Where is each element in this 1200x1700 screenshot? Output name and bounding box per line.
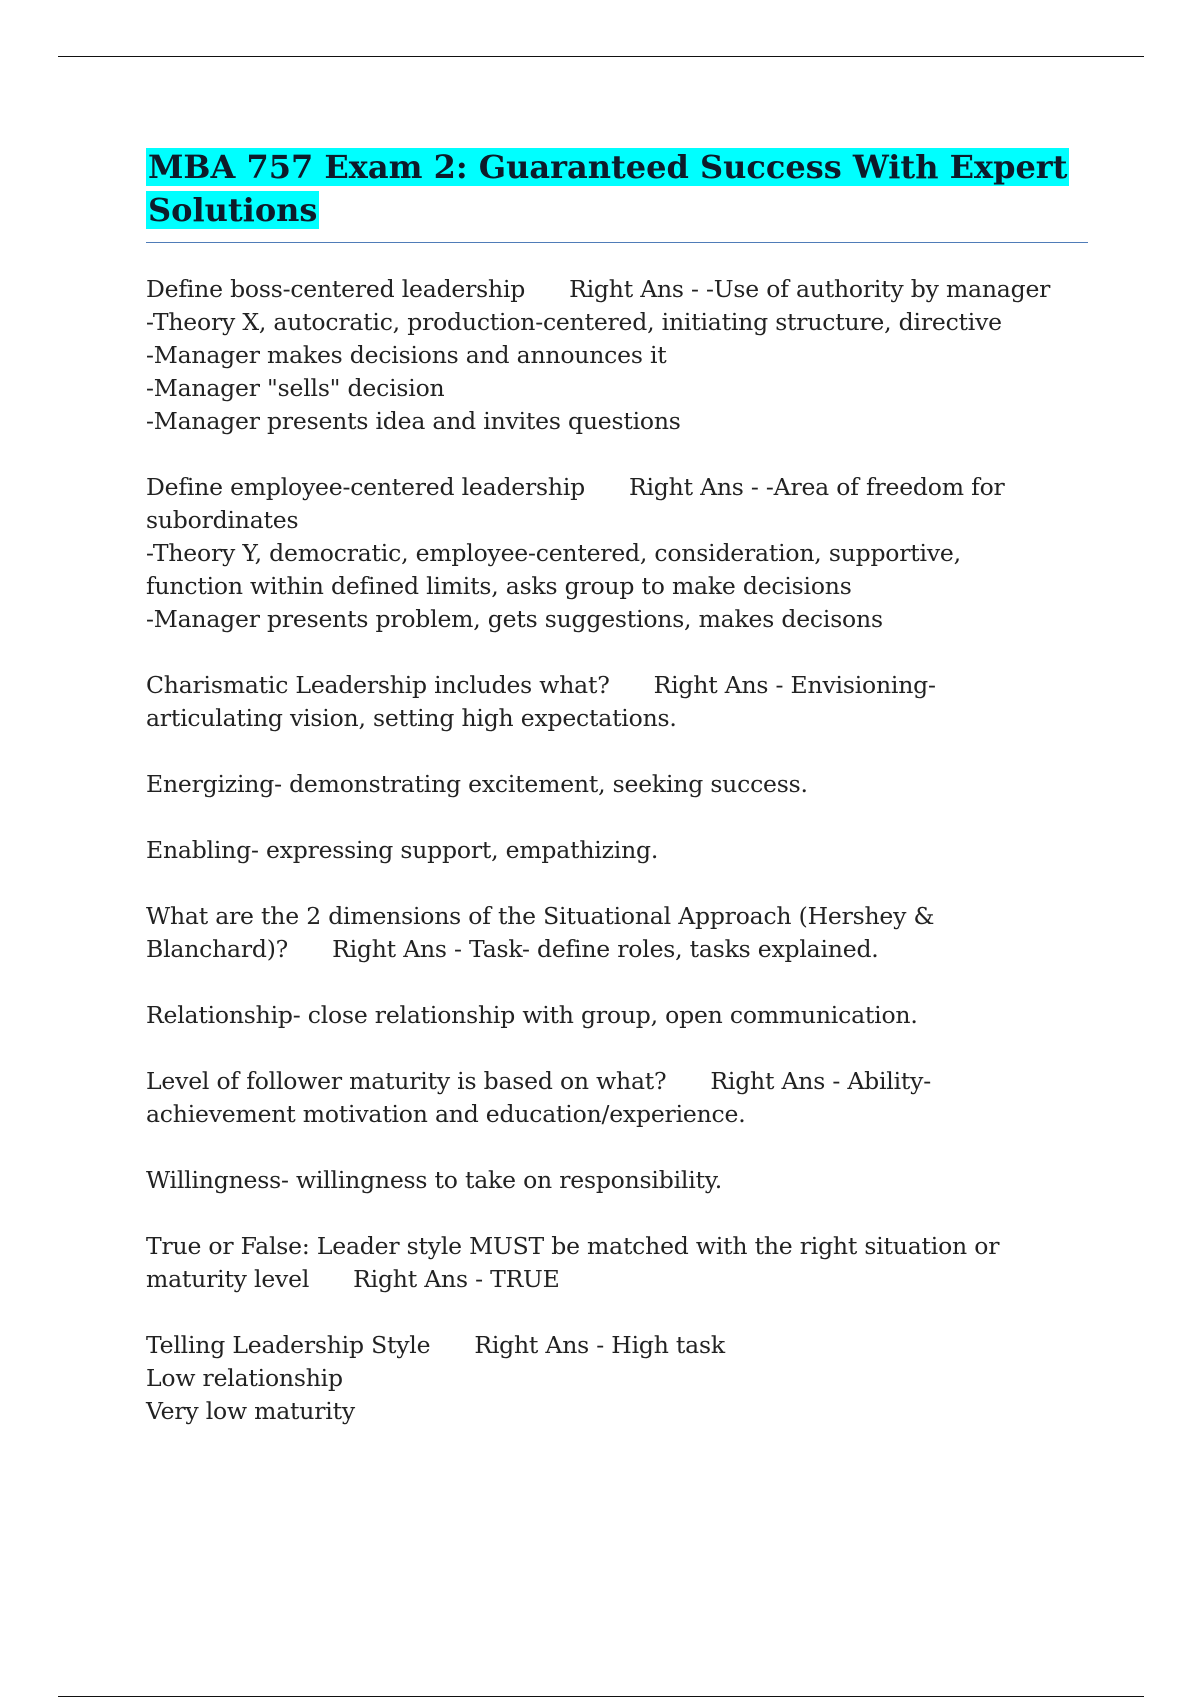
answer-line: subordinates	[146, 506, 299, 534]
qa-item	[146, 1230, 1088, 1296]
page-bottom-rule	[58, 1696, 1144, 1697]
answer-line: articulating vision, setting high expectations.	[146, 704, 677, 732]
answer-line: achievement motivation and education/experience.	[146, 1100, 746, 1128]
answer-text: Right Ans - TRUE	[353, 1265, 560, 1293]
question-text: Define employee-centered leadership	[146, 473, 585, 501]
answer-line: Low relationship	[146, 1364, 343, 1392]
qa-list	[146, 273, 1088, 1428]
answer-line: function within defined limits, asks group to make decisions	[146, 572, 852, 600]
qa-item	[146, 273, 1088, 438]
answer-text: Right Ans - -Use of authority by manager	[569, 275, 1051, 303]
title-line-1: MBA 757 Exam 2: Guaranteed Success With Expert	[148, 148, 1068, 186]
paragraph-text: Enabling- expressing support, empathizing.	[146, 836, 659, 864]
question-text: Define boss-centered leadership	[146, 275, 526, 303]
question-text: Level of follower maturity is based on what?	[146, 1067, 667, 1095]
answer-line: Very low maturity	[146, 1397, 355, 1425]
question-text: What are the 2 dimensions of the Situational Approach (Hershey &	[146, 902, 935, 930]
title-line-2: Solutions	[148, 191, 318, 229]
qa-item	[146, 669, 1088, 735]
qa-item	[146, 1329, 1088, 1428]
qa-item	[146, 768, 1088, 801]
page-top-rule	[58, 56, 1144, 57]
answer-line: -Manager presents problem, gets suggestions, makes decisons	[146, 605, 883, 633]
answer-text: Right Ans - Envisioning-	[653, 671, 936, 699]
page-title	[146, 146, 1088, 232]
question-text: Blanchard)?	[146, 935, 289, 963]
paragraph-text: Willingness- willingness to take on responsibility.	[146, 1166, 722, 1194]
answer-line: -Manager "sells" decision	[146, 374, 445, 402]
answer-line: -Manager makes decisions and announces it	[146, 341, 667, 369]
answer-text: Right Ans - Task- define roles, tasks explained.	[332, 935, 879, 963]
qa-item	[146, 834, 1088, 867]
qa-item	[146, 1164, 1088, 1197]
question-text: Charismatic Leadership includes what?	[146, 671, 610, 699]
document-body	[146, 146, 1088, 1461]
question-text: maturity level	[146, 1265, 310, 1293]
answer-line: -Theory X, autocratic, production-centered, initiating structure, directive	[146, 308, 1002, 336]
title-block	[146, 146, 1088, 243]
qa-item	[146, 999, 1088, 1032]
answer-text: Right Ans - Ability-	[710, 1067, 931, 1095]
question-text: True or False: Leader style MUST be matched with the right situation or	[146, 1232, 1000, 1260]
qa-item	[146, 900, 1088, 966]
paragraph-text: Energizing- demonstrating excitement, seeking success.	[146, 770, 808, 798]
answer-line: -Manager presents idea and invites questions	[146, 407, 681, 435]
answer-line: -Theory Y, democratic, employee-centered, consideration, supportive,	[146, 539, 961, 567]
question-text: Telling Leadership Style	[146, 1331, 431, 1359]
qa-item	[146, 471, 1088, 636]
paragraph-text: Relationship- close relationship with group, open communication.	[146, 1001, 918, 1029]
qa-item	[146, 1065, 1088, 1131]
answer-text: Right Ans - High task	[474, 1331, 725, 1359]
answer-text: Right Ans - -Area of freedom for	[628, 473, 1005, 501]
